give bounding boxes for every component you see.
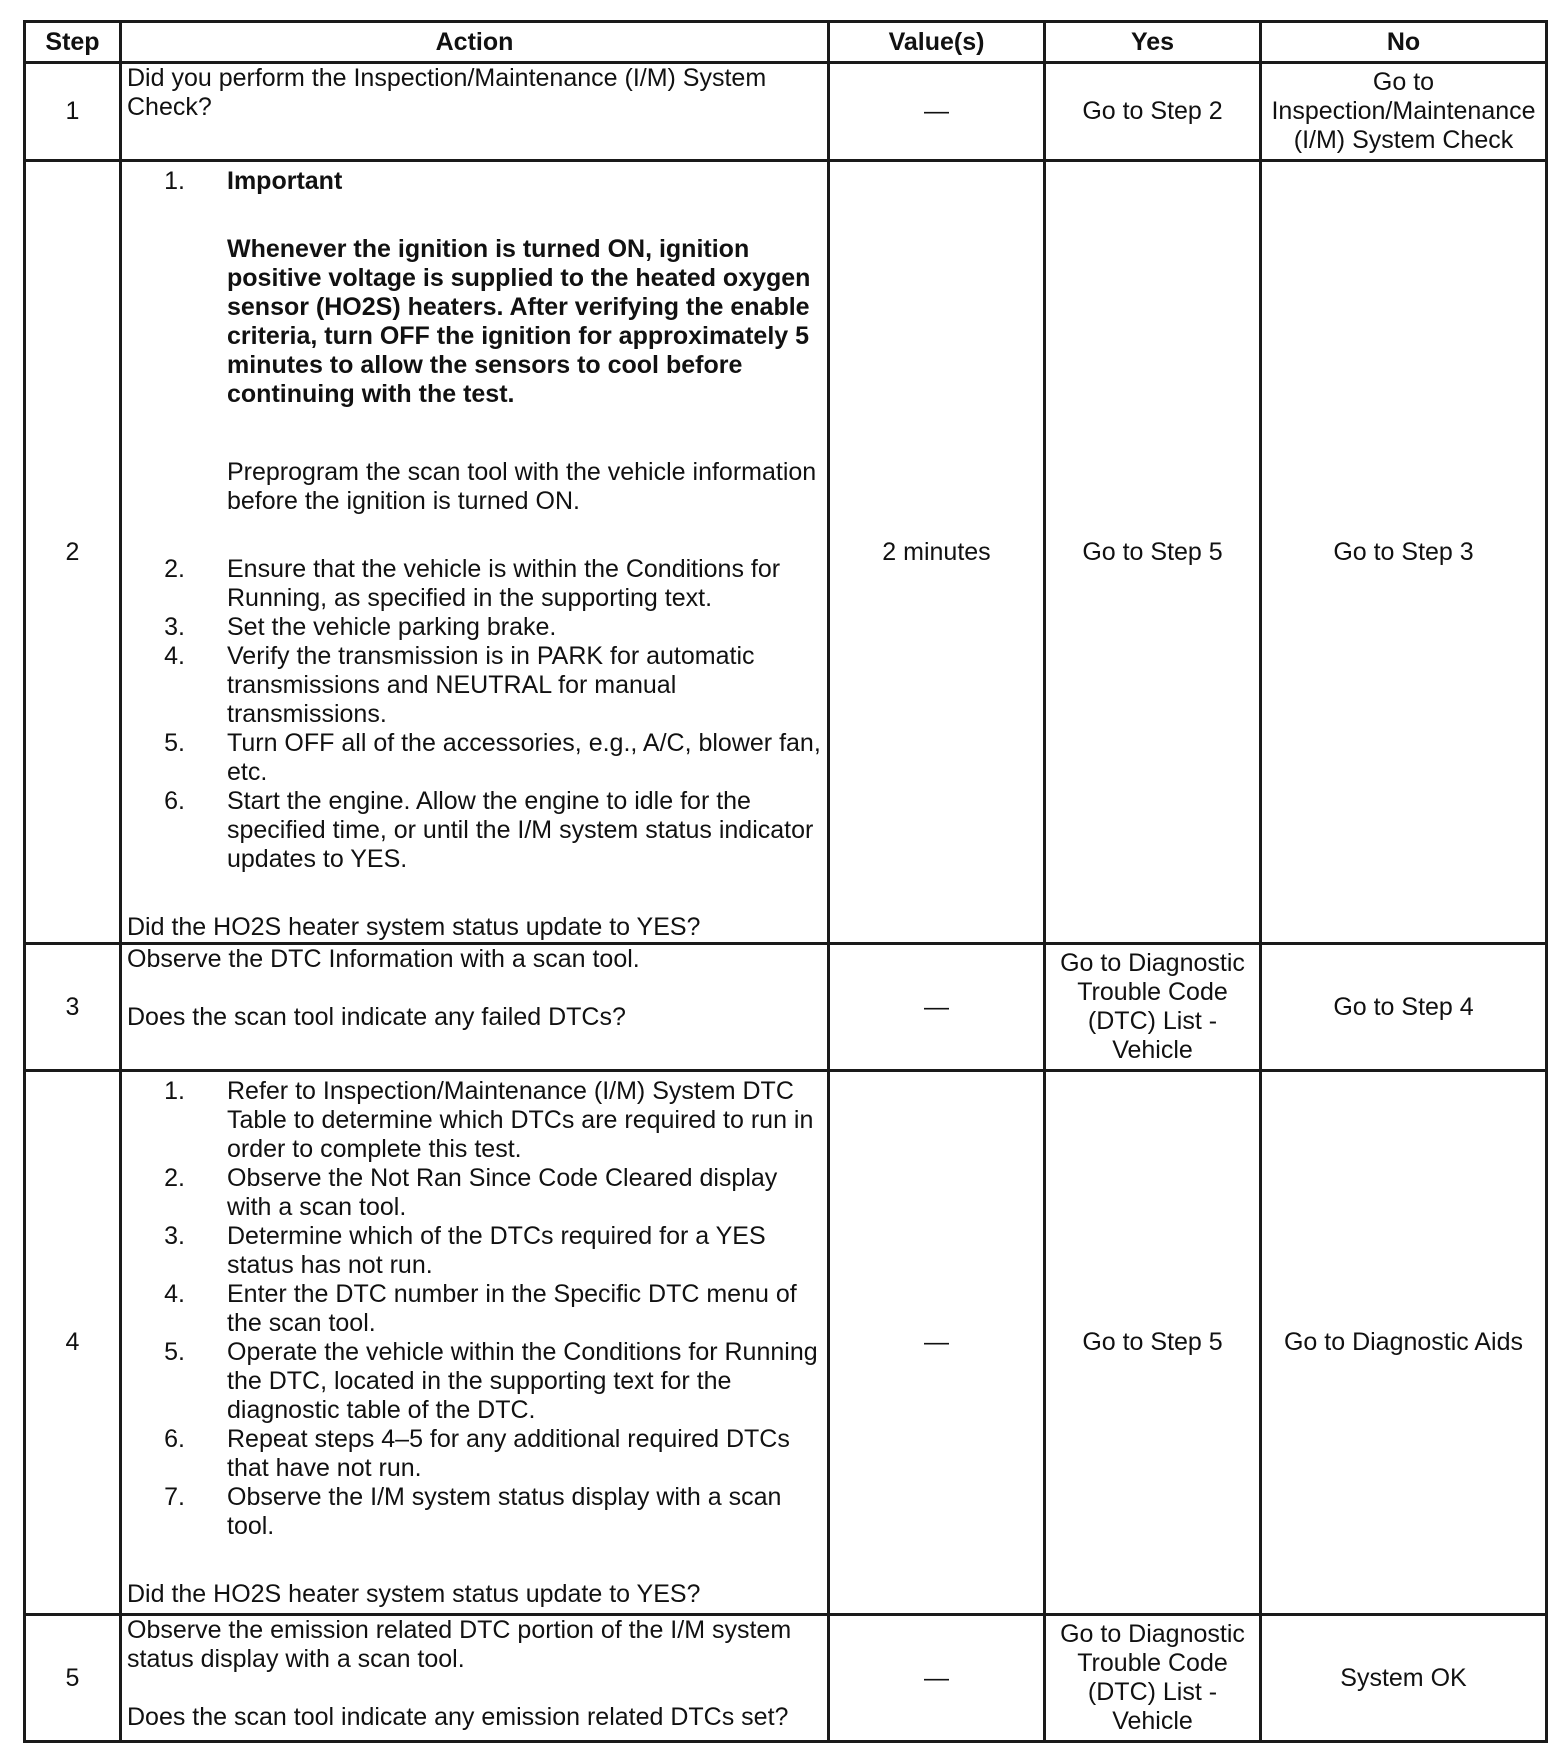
list-item (127, 1164, 822, 1222)
header-action: Action (121, 22, 829, 63)
table-row (25, 63, 1547, 161)
procedure-list (127, 167, 822, 874)
action-question: Does the scan tool indicate any emission related DTCs set? (127, 1703, 789, 1731)
header-no: No (1261, 22, 1547, 63)
list-text: Turn OFF all of the accessories, e.g., A/C, blower fan, etc. (227, 729, 821, 786)
list-number: 6. (164, 787, 185, 815)
value-cell: 2 minutes (829, 161, 1045, 944)
list-text: Determine which of the DTCs required for a YES status has not run. (227, 1222, 766, 1279)
list-number: 3. (164, 1222, 185, 1250)
list-item (127, 1425, 822, 1483)
list-item (127, 729, 822, 787)
no-cell: Go to Step 4 (1261, 944, 1547, 1071)
yes-cell: Go to Diagnostic Trouble Code (DTC) List - Vehicle (1045, 944, 1261, 1071)
table-row (25, 1615, 1547, 1742)
list-text: Refer to Inspection/Maintenance (I/M) System DTC Table to determine which DTCs are required to run in order to complete this test. (227, 1077, 814, 1163)
no-cell: System OK (1261, 1615, 1547, 1742)
no-cell: Go to Diagnostic Aids (1261, 1071, 1547, 1615)
list-text: Observe the Not Ran Since Code Cleared display with a scan tool. (227, 1164, 778, 1221)
list-text: Verify the transmission is in PARK for automatic transmissions and NEUTRAL for manual transmissions. (227, 642, 755, 728)
list-text: Ensure that the vehicle is within the Conditions for Running, as specified in the supporting text. (227, 555, 781, 612)
important-note: Whenever the ignition is turned ON, ignition positive voltage is supplied to the heated oxygen sensor (HO2S) heaters. After verifying the enable criteria, turn OFF the ignition for approximately 5 minutes to allow the sensors to cool before continuing with the test. (227, 235, 811, 408)
action-cell (121, 1071, 829, 1615)
action-text: Observe the DTC Information with a scan tool. (127, 945, 640, 973)
table-row (25, 944, 1547, 1071)
yes-cell: Go to Step 2 (1045, 63, 1261, 161)
list-item (127, 642, 822, 729)
list-text: Repeat steps 4–5 for any additional required DTCs that have not run. (227, 1425, 790, 1482)
step-number: 3 (25, 944, 121, 1071)
list-item (127, 167, 822, 555)
action-question: Does the scan tool indicate any failed DTCs? (127, 1003, 626, 1031)
yes-cell: Go to Diagnostic Trouble Code (DTC) List - Vehicle (1045, 1615, 1261, 1742)
value-cell: — (829, 63, 1045, 161)
action-cell (121, 1615, 829, 1742)
no-cell: Go to Step 3 (1261, 161, 1547, 944)
list-number: 1. (164, 1077, 185, 1105)
list-item (127, 1077, 822, 1164)
list-number: 1. (164, 167, 185, 195)
yes-cell: Go to Step 5 (1045, 161, 1261, 944)
preprogram-note: Preprogram the scan tool with the vehicle information before the ignition is turned ON. (227, 458, 817, 515)
list-number: 5. (164, 1338, 185, 1366)
header-yes: Yes (1045, 22, 1261, 63)
diagnostic-table (23, 20, 1548, 1743)
action-question: Did the HO2S heater system status update to YES? (127, 1580, 701, 1608)
important-title: Important (227, 167, 343, 195)
step-number: 5 (25, 1615, 121, 1742)
list-item (127, 1338, 822, 1425)
action-text: Did you perform the Inspection/Maintenance (I/M) System Check? (127, 64, 767, 121)
value-cell: — (829, 1615, 1045, 1742)
list-number: 4. (164, 1280, 185, 1308)
list-number: 3. (164, 613, 185, 641)
list-text: Operate the vehicle within the Conditions for Running the DTC, located in the supporting text for the diagnostic table of the DTC. (227, 1338, 818, 1424)
list-text: Set the vehicle parking brake. (227, 613, 557, 641)
action-question: Did the HO2S heater system status update to YES? (127, 913, 701, 941)
header-values: Value(s) (829, 22, 1045, 63)
step-number: 1 (25, 63, 121, 161)
list-text: Start the engine. Allow the engine to idle for the specified time, or until the I/M system status indicator updates to YES. (227, 787, 814, 873)
list-number: 2. (164, 555, 185, 583)
table-row (25, 1071, 1547, 1615)
no-cell: Go to Inspection/Maintenance (I/M) System Check (1261, 63, 1547, 161)
procedure-list (127, 1077, 822, 1541)
action-text: Observe the emission related DTC portion of the I/M system status display with a scan tool. (127, 1616, 792, 1673)
header-step: Step (25, 22, 121, 63)
value-cell: — (829, 944, 1045, 1071)
list-number: 5. (164, 729, 185, 757)
list-text: Enter the DTC number in the Specific DTC menu of the scan tool. (227, 1280, 797, 1337)
list-text: Observe the I/M system status display with a scan tool. (227, 1483, 782, 1540)
step-number: 4 (25, 1071, 121, 1615)
list-item (127, 787, 822, 874)
list-item (127, 555, 822, 613)
value-cell: — (829, 1071, 1045, 1615)
step-number: 2 (25, 161, 121, 944)
table-row (25, 161, 1547, 944)
list-number: 2. (164, 1164, 185, 1192)
header-row (25, 22, 1547, 63)
list-item (127, 1280, 822, 1338)
list-item (127, 1222, 822, 1280)
list-item (127, 613, 822, 642)
action-cell (121, 944, 829, 1071)
list-item (127, 1483, 822, 1541)
action-cell (121, 63, 829, 161)
list-number: 7. (164, 1483, 185, 1511)
list-number: 6. (164, 1425, 185, 1453)
action-cell (121, 161, 829, 944)
list-number: 4. (164, 642, 185, 670)
yes-cell: Go to Step 5 (1045, 1071, 1261, 1615)
